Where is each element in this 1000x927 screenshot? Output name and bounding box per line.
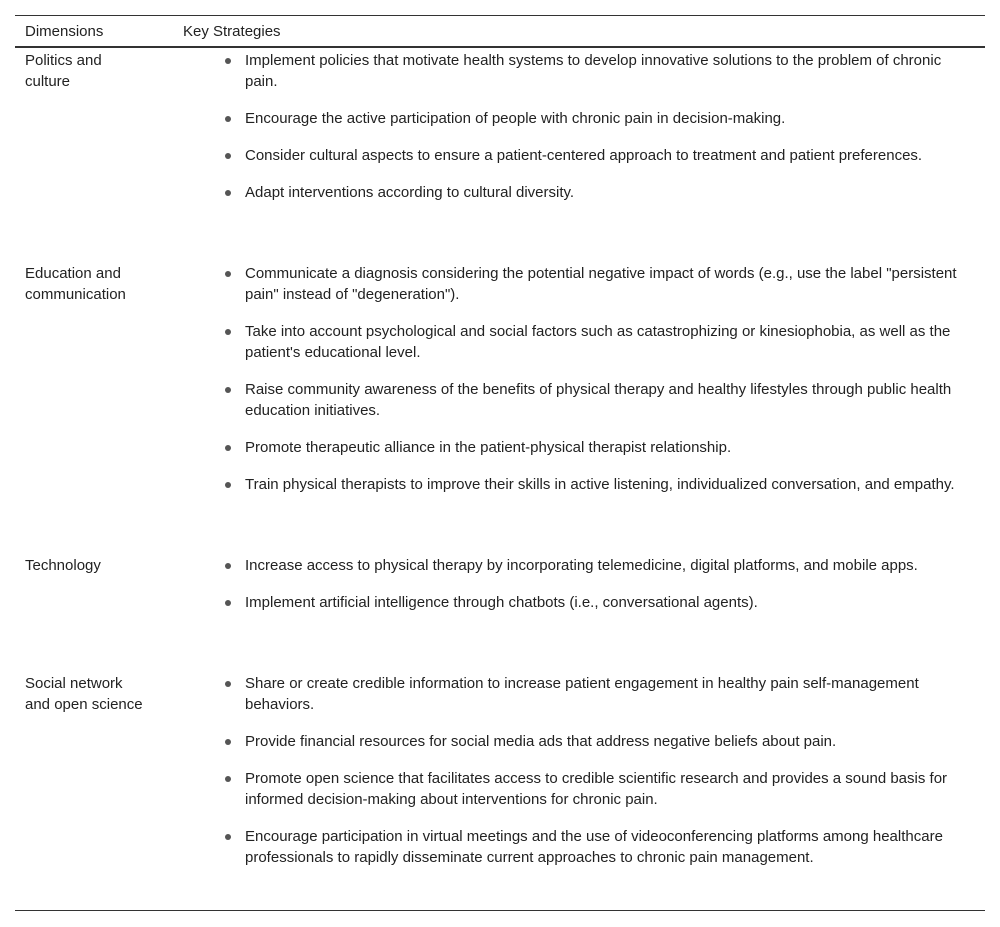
header-key-strategies: Key Strategies xyxy=(183,23,281,40)
bullet-icon xyxy=(225,482,231,488)
table-bottom-rule xyxy=(15,910,985,911)
bullet-icon xyxy=(225,190,231,196)
dimension-label: Education and communication xyxy=(25,265,126,303)
strategy-text: Consider cultural aspects to ensure a patient-centered approach to treatment and patient preferences. xyxy=(245,147,923,164)
bullet-icon xyxy=(225,739,231,745)
bullet-icon xyxy=(225,58,231,64)
bullet-icon xyxy=(225,329,231,335)
strategy-list xyxy=(223,50,963,219)
list-item xyxy=(223,555,963,576)
strategy-text: Implement policies that motivate health systems to develop innovative solutions to the problem of chronic pain. xyxy=(245,52,942,90)
list-item xyxy=(223,437,963,458)
bullet-icon xyxy=(225,681,231,687)
strategy-text: Promote therapeutic alliance in the patient-physical therapist relationship. xyxy=(245,439,732,456)
strategy-text: Encourage participation in virtual meetings and the use of videoconferencing platforms among healthcare professionals to rapidly disseminate current approaches to chronic pain management. xyxy=(245,828,943,866)
bullet-icon xyxy=(225,271,231,277)
strategy-list xyxy=(223,263,963,511)
list-item xyxy=(223,731,963,752)
list-item xyxy=(223,592,963,613)
strategy-text: Adapt interventions according to cultural diversity. xyxy=(245,184,575,201)
list-item xyxy=(223,379,963,421)
strategy-list xyxy=(223,555,963,629)
list-item xyxy=(223,474,963,495)
bullet-icon xyxy=(225,563,231,569)
list-item xyxy=(223,263,963,305)
dimension-label: Technology xyxy=(25,557,101,574)
list-item xyxy=(223,673,963,715)
strategy-text: Increase access to physical therapy by incorporating telemedicine, digital platforms, and mobile apps. xyxy=(245,557,918,574)
strategy-text: Promote open science that facilitates access to credible scientific research and provides a sound basis for informed decision-making about interventions for chronic pain. xyxy=(245,770,948,808)
bullet-icon xyxy=(225,387,231,393)
strategy-text: Implement artificial intelligence through chatbots (i.e., conversational agents). xyxy=(245,594,758,611)
header-dimensions: Dimensions xyxy=(25,23,104,40)
dimension-label: Social network and open science xyxy=(25,675,143,713)
strategy-text: Raise community awareness of the benefits of physical therapy and healthy lifestyles through public health education initiatives. xyxy=(245,381,952,419)
list-item xyxy=(223,145,963,166)
strategy-text: Take into account psychological and social factors such as catastrophizing or kinesiophobia, as well as the patient's educational level. xyxy=(245,323,951,361)
bullet-icon xyxy=(225,116,231,122)
strategy-text: Share or create credible information to increase patient engagement in healthy pain self-management behaviors. xyxy=(245,675,919,713)
strategy-text: Train physical therapists to improve their skills in active listening, individualized conversation, and empathy. xyxy=(245,476,955,493)
bullet-icon xyxy=(225,600,231,606)
table-top-rule xyxy=(15,15,985,16)
table-header-rule xyxy=(15,46,985,48)
list-item xyxy=(223,321,963,363)
bullet-icon xyxy=(225,445,231,451)
bullet-icon xyxy=(225,776,231,782)
list-item xyxy=(223,826,963,868)
list-item xyxy=(223,182,963,203)
bullet-icon xyxy=(225,834,231,840)
list-item xyxy=(223,50,963,92)
strategy-text: Encourage the active participation of people with chronic pain in decision-making. xyxy=(245,110,786,127)
list-item xyxy=(223,768,963,810)
list-item xyxy=(223,108,963,129)
bullet-icon xyxy=(225,153,231,159)
strategy-list xyxy=(223,673,963,884)
strategy-text: Provide financial resources for social media ads that address negative beliefs about pain. xyxy=(245,733,837,750)
dimension-label: Politics and culture xyxy=(25,52,102,90)
strategy-text: Communicate a diagnosis considering the potential negative impact of words (e.g., use the label "persistent pain" instead of "degeneration"). xyxy=(245,265,957,303)
